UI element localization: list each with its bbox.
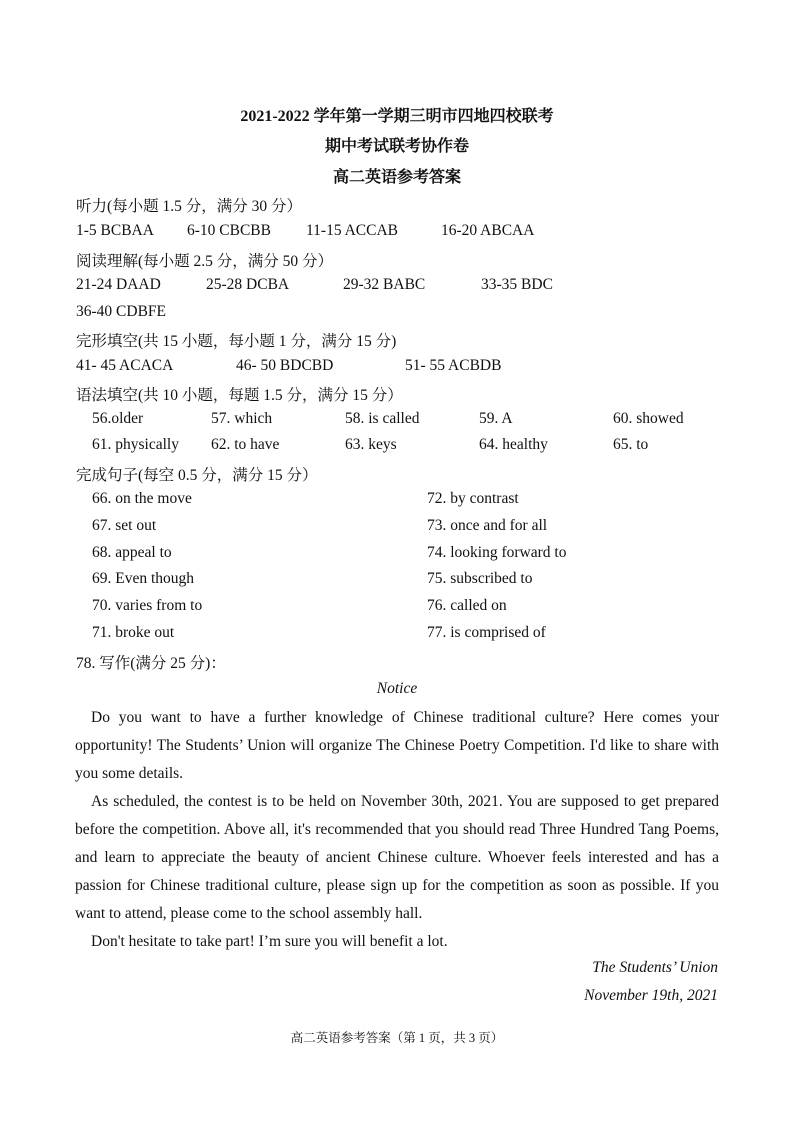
listening-answer: 16-20 ABCAA xyxy=(441,222,535,239)
sentence-answer: 72. by contrast xyxy=(427,490,519,507)
listening-answer: 1-5 BCBAA xyxy=(76,222,154,239)
grammar-answer: 64. healthy xyxy=(479,436,548,453)
grammar-answer: 61. physically xyxy=(92,436,179,453)
grammar-answer: 56.older xyxy=(92,410,144,427)
sentence-answer: 75. subscribed to xyxy=(427,570,533,587)
sentence-answer: 69. Even though xyxy=(92,570,195,587)
exam-subtitle: 期中考试联考协作卷 xyxy=(324,138,469,155)
answer-key-title: 高二英语参考答案 xyxy=(332,169,461,186)
listening-heading: 听力(每小题 1.5 分，满分 30 分） xyxy=(76,198,303,215)
sentence-answer: 67. set out xyxy=(92,517,157,534)
reading-answer: 25-28 DCBA xyxy=(206,276,290,293)
cloze-answer: 46- 50 BDCBD xyxy=(236,357,334,374)
reading-heading: 阅读理解(每小题 2.5 分，满分 50 分） xyxy=(76,253,334,270)
listening-answer: 6-10 CBCBB xyxy=(187,222,271,239)
cloze-answer: 41- 45 ACACA xyxy=(76,357,174,374)
exam-title: 2021-2022 学年第一学期三明市四地四校联考 xyxy=(240,108,554,125)
sentence-answer: 73. once and for all xyxy=(427,517,548,534)
grammar-answer: 65. to xyxy=(613,436,649,453)
notice-signature: The Students’ Union xyxy=(592,959,718,976)
listening-answer: 11-15 ACCAB xyxy=(306,222,399,239)
notice-paragraph: Do you want to have a further knowledge of Chinese traditional culture? Here comes your opportunity! The Students’ Union will organize The Chinese Poetry Competition. I'd like to share with you some details. xyxy=(75,709,719,782)
cloze-heading: 完形填空(共 15 小题，每小题 1 分，满分 15 分) xyxy=(76,333,397,350)
sentence-answer: 68. appeal to xyxy=(92,544,172,561)
grammar-answer: 63. keys xyxy=(345,436,397,453)
sentence-answer: 77. is comprised of xyxy=(427,624,546,641)
cloze-answer: 51- 55 ACBDB xyxy=(405,357,502,374)
writing-heading: 78. 写作(满分 25 分)： xyxy=(76,655,226,672)
reading-answer: 21-24 DAAD xyxy=(76,276,161,293)
sentences-heading: 完成句子(每空 0.5 分，满分 15 分） xyxy=(76,467,318,484)
grammar-answer: 57. which xyxy=(211,410,273,427)
sentence-answer: 71. broke out xyxy=(92,624,175,641)
page-footer: 高二英语参考答案（第 1 页，共 3 页） xyxy=(290,1031,504,1045)
sentence-answer: 70. varies from to xyxy=(92,597,203,614)
reading-answer: 33-35 BDC xyxy=(481,276,553,293)
grammar-answer: 60. showed xyxy=(613,410,684,427)
sentence-answer: 76. called on xyxy=(427,597,507,614)
notice-body xyxy=(75,704,719,956)
grammar-answer: 62. to have xyxy=(211,436,280,453)
grammar-answer: 59. A xyxy=(479,410,513,427)
grammar-heading: 语法填空(共 10 小题，每题 1.5 分，满分 15 分） xyxy=(76,387,403,404)
notice-paragraph: As scheduled, the contest is to be held on November 30th, 2021. You are supposed to get prepared before the competition. Above all, it's recommended that you should read Three Hundred Tang Poems, and learn to appreciate the beauty of ancient Chinese culture. Whoever feels interested and has a passion for Chinese traditional culture, please sign up for the competition as soon as possible. If you want to attend, please come to the school assembly hall. xyxy=(75,793,719,922)
reading-answer: 36-40 CDBFE xyxy=(76,303,166,320)
notice-paragraph: Don't hesitate to take part! I’m sure you will benefit a lot. xyxy=(91,933,448,950)
grammar-answer: 58. is called xyxy=(345,410,420,427)
notice-title: Notice xyxy=(376,680,418,697)
sentence-answer: 74. looking forward to xyxy=(427,544,567,561)
reading-answer: 29-32 BABC xyxy=(343,276,426,293)
notice-date: November 19th, 2021 xyxy=(584,987,718,1004)
sentence-answer: 66. on the move xyxy=(92,490,192,507)
